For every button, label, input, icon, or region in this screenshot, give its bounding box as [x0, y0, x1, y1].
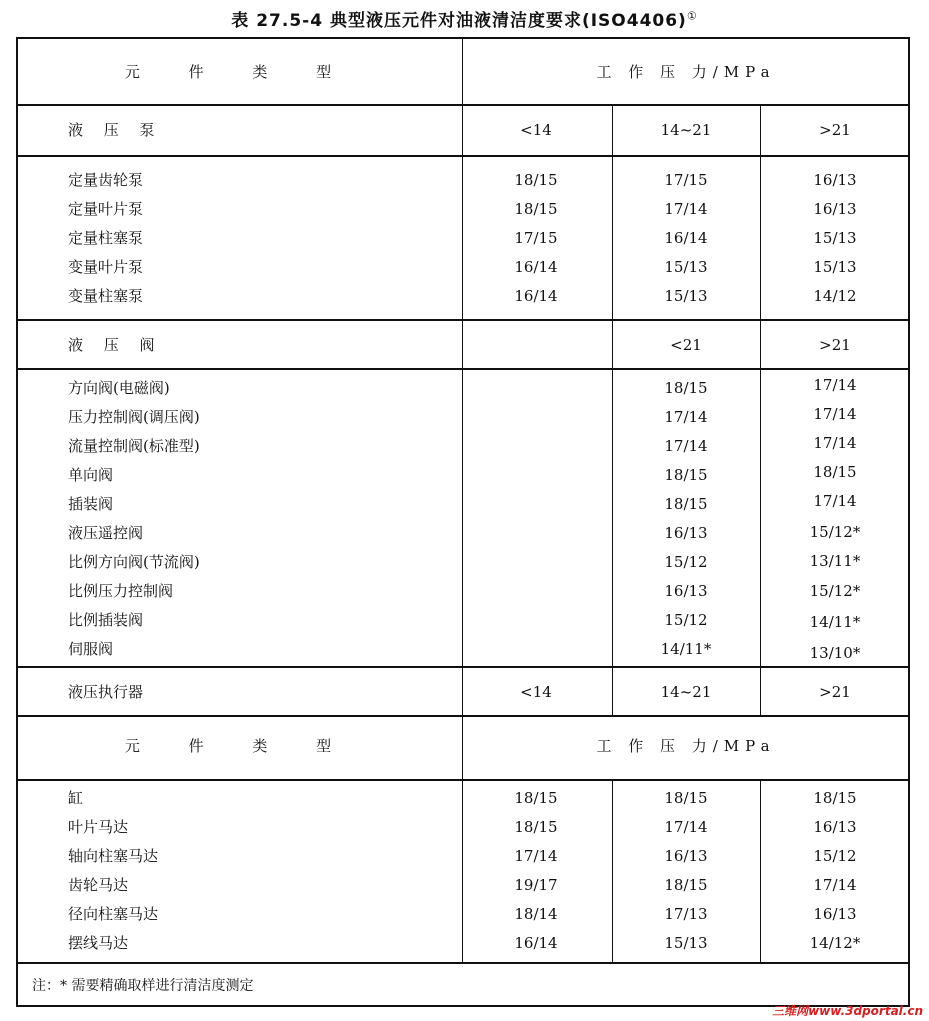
- cleanliness-value: 15/13: [813, 229, 857, 247]
- rule: [16, 368, 910, 370]
- cleanliness-value: 16/13: [813, 171, 857, 189]
- pressure-range: <14: [520, 683, 552, 701]
- cleanliness-value: 16/13: [813, 200, 857, 218]
- component-name: 方向阀(电磁阀): [68, 379, 170, 397]
- cleanliness-value: 16/14: [664, 229, 708, 247]
- cleanliness-value: 14/12*: [809, 934, 861, 952]
- cleanliness-value: 17/14: [813, 434, 857, 452]
- cleanliness-value: 17/14: [813, 492, 857, 510]
- component-name: 比例方向阀(节流阀): [68, 553, 200, 571]
- rule: [16, 319, 910, 321]
- cleanliness-value: 16/14: [514, 934, 558, 952]
- cleanliness-value: 15/12*: [809, 582, 861, 600]
- component-name: 流量控制阀(标准型): [68, 437, 200, 455]
- component-name: 缸: [68, 789, 84, 807]
- component-name: 叶片马达: [68, 818, 129, 836]
- component-name: 定量柱塞泵: [68, 229, 144, 247]
- cleanliness-value: 14/12: [813, 287, 857, 305]
- cleanliness-value: 17/14: [813, 405, 857, 423]
- rule: [16, 666, 910, 668]
- cleanliness-value: 14/11*: [660, 640, 712, 658]
- cleanliness-value: 18/15: [514, 789, 558, 807]
- component-name: 定量齿轮泵: [68, 171, 144, 189]
- cleanliness-value: 17/14: [514, 847, 558, 865]
- cleanliness-value: 15/13: [664, 934, 708, 952]
- cleanliness-value: 18/15: [813, 463, 857, 481]
- cleanliness-value: 16/13: [664, 524, 708, 542]
- cleanliness-value: 18/15: [514, 818, 558, 836]
- footnote-mark: ①: [686, 9, 698, 23]
- cleanliness-value: 17/14: [664, 818, 708, 836]
- component-name: 比例压力控制阀: [68, 582, 174, 600]
- header-component-type: 元 件 类 型: [124, 63, 354, 81]
- cleanliness-value: 18/15: [664, 379, 708, 397]
- pressure-range: <21: [670, 336, 702, 354]
- watermark: 三维网www.3dportal.cn: [772, 1004, 923, 1018]
- cleanliness-value: 18/15: [664, 466, 708, 484]
- component-name: 液压遥控阀: [68, 524, 144, 542]
- cleanliness-value: 17/15: [664, 171, 708, 189]
- rule: [16, 104, 910, 106]
- component-name: 齿轮马达: [68, 876, 129, 894]
- cleanliness-value: 18/15: [514, 171, 558, 189]
- pressure-range: <14: [520, 121, 552, 139]
- section-title-pump: 液 压 泵: [68, 121, 163, 139]
- cleanliness-value: 14/11*: [809, 613, 861, 631]
- cleanliness-value: 15/13: [664, 287, 708, 305]
- cleanliness-value: 16/13: [813, 905, 857, 923]
- table-title: 表 27.5-4 典型液压元件对油液清洁度要求(ISO4406)①: [231, 9, 698, 31]
- component-name: 插装阀: [68, 495, 114, 513]
- rule: [16, 962, 910, 964]
- pressure-range: >21: [819, 121, 851, 139]
- header-working-pressure: 工 作 压 力/MPa: [596, 737, 776, 755]
- cleanliness-value: 15/12: [664, 611, 708, 629]
- rule: [16, 715, 910, 717]
- cleanliness-value: 15/12: [664, 553, 708, 571]
- component-name: 压力控制阀(调压阀): [68, 408, 200, 426]
- cleanliness-value: 17/14: [664, 200, 708, 218]
- component-name: 单向阀: [68, 466, 114, 484]
- component-name: 伺服阀: [68, 640, 114, 658]
- component-name: 比例插装阀: [68, 611, 144, 629]
- cleanliness-value: 18/15: [664, 876, 708, 894]
- table-note: 注：* 需要精确取样进行清洁度测定: [32, 978, 254, 994]
- cleanliness-value: 17/13: [664, 905, 708, 923]
- component-name: 径向柱塞马达: [68, 905, 159, 923]
- pressure-range: 14~21: [660, 683, 712, 701]
- cleanliness-value: 16/14: [514, 258, 558, 276]
- cleanliness-value: 18/15: [813, 789, 857, 807]
- pressure-range: 14~21: [660, 121, 712, 139]
- cleanliness-value: 17/14: [664, 437, 708, 455]
- rule: [16, 779, 910, 781]
- component-name: 轴向柱塞马达: [68, 847, 159, 865]
- cleanliness-value: 18/14: [514, 905, 558, 923]
- cleanliness-value: 16/14: [514, 287, 558, 305]
- cleanliness-value: 13/11*: [809, 552, 861, 570]
- cleanliness-value: 18/15: [664, 789, 708, 807]
- cleanliness-value: 19/17: [514, 876, 558, 894]
- cleanliness-value: 16/13: [813, 818, 857, 836]
- cleanliness-value: 17/14: [664, 408, 708, 426]
- cleanliness-value: 15/13: [813, 258, 857, 276]
- cleanliness-value: 18/15: [514, 200, 558, 218]
- header-component-type: 元 件 类 型: [124, 737, 354, 755]
- cleanliness-value: 17/14: [813, 376, 857, 394]
- cleanliness-value: 16/13: [664, 847, 708, 865]
- component-name: 变量柱塞泵: [68, 287, 144, 305]
- component-name: 变量叶片泵: [68, 258, 144, 276]
- component-name: 摆线马达: [68, 934, 129, 952]
- header-working-pressure: 工 作 压 力/MPa: [596, 63, 776, 81]
- section-title-actuator: 液压执行器: [68, 683, 144, 701]
- cleanliness-value: 15/13: [664, 258, 708, 276]
- cleanliness-value: 17/15: [514, 229, 558, 247]
- pressure-range: >21: [819, 683, 851, 701]
- cleanliness-value: 13/10*: [809, 644, 861, 662]
- cleanliness-value: 15/12*: [809, 523, 861, 541]
- section-title-valve: 液 压 阀: [68, 336, 163, 354]
- cleanliness-value: 17/14: [813, 876, 857, 894]
- cleanliness-value: 18/15: [664, 495, 708, 513]
- pressure-range: >21: [819, 336, 851, 354]
- cleanliness-value: 16/13: [664, 582, 708, 600]
- cleanliness-value: 15/12: [813, 847, 857, 865]
- rule: [16, 155, 910, 157]
- component-name: 定量叶片泵: [68, 200, 144, 218]
